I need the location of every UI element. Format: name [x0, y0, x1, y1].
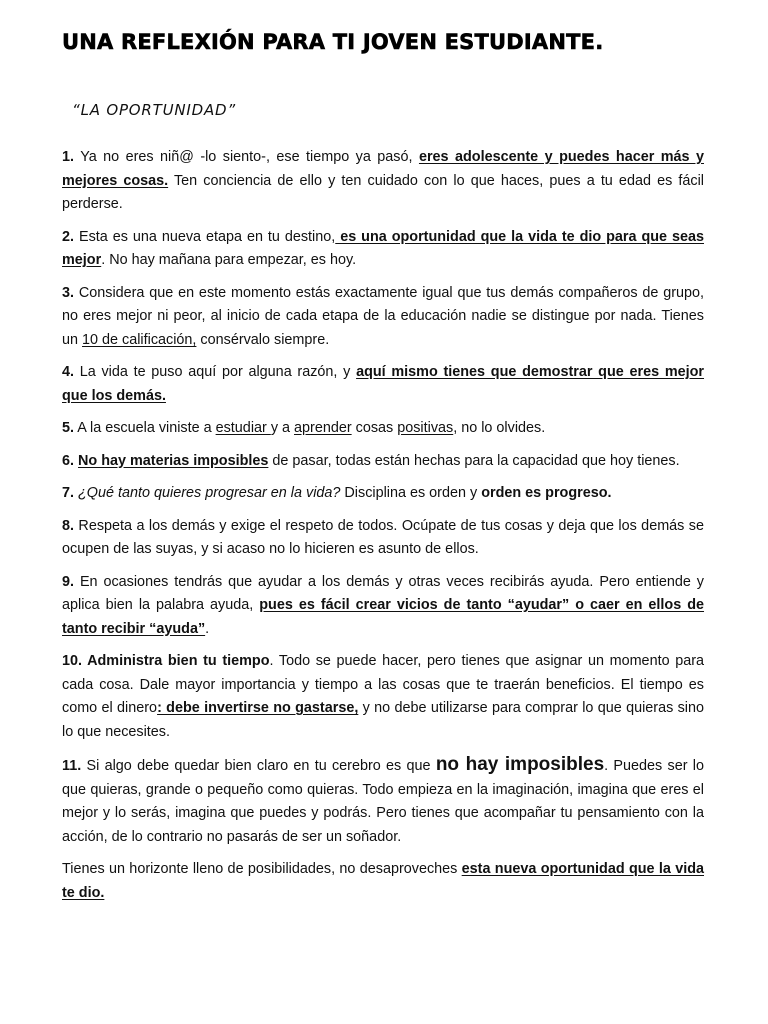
- paragraph-3: [62, 282, 704, 353]
- underlined-text: estudiar: [215, 420, 271, 436]
- paragraph-text: . Todo se puede hacer, pero tienes que asignar un momento para cada cosa. Dale mayor importancia y tiempo a las cosas que te traerán beneficios. El tiempo es como el dinero: [62, 653, 705, 716]
- emphasis-text: esta nueva oportunidad que la vida te dio.: [62, 861, 704, 901]
- underlined-text: aprender: [294, 420, 352, 436]
- item-number: 10. Administra bien tu tiempo: [62, 653, 270, 669]
- paragraph-text: .: [205, 620, 210, 637]
- paragraph-7: [62, 482, 704, 506]
- emphasis-text: aquí mismo tienes que demostrar que eres mejor que los demás.: [62, 364, 705, 404]
- item-number: 8.: [62, 517, 75, 534]
- paragraph-text: Respeta a los demás y exige el respeto de todos. Ocúpate de tus cosas y deja que los demás se ocupen de las suyas, y si acaso no lo hicieren es asunto de ellos.: [62, 517, 704, 557]
- paragraph-11: [62, 753, 704, 849]
- paragraph-text: Ten conciencia de ello y ten cuidado con lo que haces, pues a tu edad es fácil perderse.: [62, 172, 704, 212]
- paragraph-10: [62, 650, 704, 744]
- emphasis-text: No hay materias imposibles: [78, 452, 269, 469]
- paragraph-text: Si algo debe quedar bien claro en tu cerebro es que: [81, 758, 436, 774]
- paragraph-text: Disciplina es orden y: [340, 485, 482, 501]
- paragraph-text: y no debe utilizarse para comprar lo que quieras sino lo que necesites.: [62, 700, 704, 740]
- paragraph-text: , no lo olvides.: [453, 420, 546, 436]
- closing-paragraph: [62, 858, 704, 905]
- bold-text: orden es progreso.: [481, 485, 612, 501]
- item-number: 1.: [62, 149, 75, 165]
- paragraph-2: [62, 226, 704, 273]
- item-number: 7.: [62, 485, 75, 501]
- item-number: 9.: [62, 573, 75, 590]
- italic-question: ¿Qué tanto quieres progresar en la vida?: [74, 485, 341, 501]
- paragraph-text: cosas: [351, 420, 398, 436]
- emphasis-text: es una oportunidad que la vida te dio para que seas mejor: [62, 228, 704, 268]
- paragraph-text: Ya no eres niñ@ -lo siento-, ese tiempo ya pasó,: [74, 149, 419, 165]
- paragraph-text: A la escuela viniste a: [74, 420, 216, 436]
- paragraph-8: [62, 515, 704, 562]
- paragraph-4: [62, 361, 704, 408]
- item-number: 3.: [62, 284, 75, 301]
- page-subtitle: “LA OPORTUNIDAD”: [72, 101, 236, 119]
- paragraph-5: [62, 417, 704, 441]
- paragraph-text: Considera que en este momento estás exactamente igual que tus demás compañeros de grupo, no eres mejor ni peor, al inicio de cada etapa de la educación nadie se distingue por nada. Tienes un: [62, 284, 704, 348]
- paragraph-1: [62, 146, 704, 217]
- item-number: 5.: [62, 420, 75, 436]
- emphasis-text: : debe invertirse no gastarse,: [157, 700, 359, 716]
- paragraph-text: de pasar, todas están hechas para la capacidad que hoy tienes.: [268, 452, 680, 469]
- paragraph-text: Tienes un horizonte lleno de posibilidades, no desaproveches: [62, 861, 462, 877]
- underlined-text: positivas: [397, 420, 454, 436]
- item-number: 4.: [62, 364, 75, 380]
- paragraph-text: La vida te puso aquí por alguna razón, y: [74, 364, 357, 380]
- paragraph-9: [62, 571, 704, 642]
- underlined-text: 10 de calificación,: [82, 331, 197, 348]
- paragraph-text: Esta es una nueva etapa en tu destino,: [74, 228, 336, 245]
- paragraph-text: consérvalo siempre.: [196, 331, 330, 348]
- paragraph-text: . No hay mañana para empezar, es hoy.: [101, 252, 357, 268]
- paragraph-text: En ocasiones tendrás que ayudar a los demás y otras veces recibirás ayuda. Pero entiende y aplica bien la palabra ayuda,: [62, 573, 704, 613]
- paragraph-text: y a: [270, 420, 295, 436]
- item-number: 11.: [62, 758, 82, 774]
- paragraph-6: [62, 450, 704, 474]
- large-emphasis-text: no hay imposibles: [435, 754, 605, 775]
- document-body: [62, 146, 704, 914]
- page-title: UNA REFLEXIÓN PARA TI JOVEN ESTUDIANTE.: [62, 30, 604, 54]
- emphasis-text: eres adolescente y puedes hacer más y mejores cosas.: [62, 149, 704, 189]
- item-number: 6.: [62, 452, 75, 469]
- paragraph-text: . Puedes ser lo que quieras, grande o pequeño como quieras. Todo empieza en la imaginación, imagina que eres el mejor y lo serás, imagina que puedes y podrás. Pero tienes que acompañar tu pensamiento con la acción, de lo contrario no pasarás de ser un soñador.: [62, 758, 704, 845]
- item-number: 2.: [62, 228, 75, 245]
- emphasis-text: pues es fácil crear vicios de tanto “ayudar” o caer en ellos de tanto recibir “ayuda”: [62, 597, 705, 637]
